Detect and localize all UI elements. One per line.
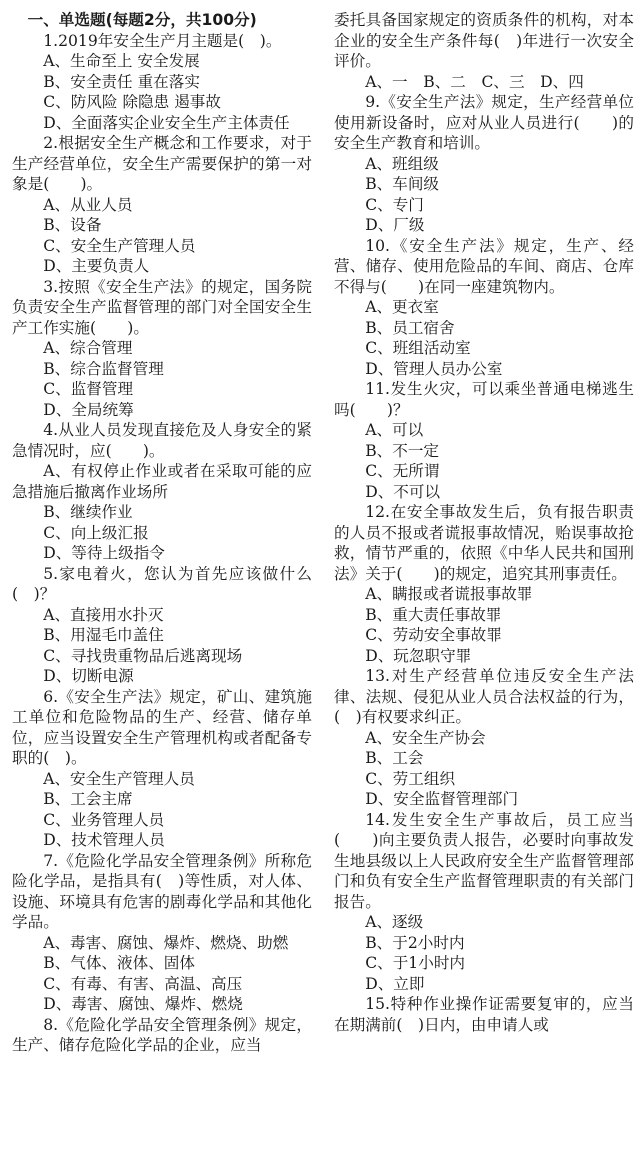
question-7: 7.《危险化学品安全管理条例》所称危险化学品，是指具有( )等性质，对人体、设施、环境具有危害的剧毒化学品和其他化学品。: [12, 851, 312, 931]
option: A、综合管理: [43, 339, 133, 357]
question-9: 9.《安全生产法》规定，生产经营单位使用新设备时，应对从业人员进行( )的安全生产教育和培训。: [334, 93, 634, 152]
option: D、主要负责人: [43, 257, 150, 275]
option: A、安全生产协会: [365, 728, 486, 747]
option: D、玩忽职守罪: [365, 646, 472, 665]
option: A、逐级: [365, 913, 424, 931]
option: C、监督管理: [43, 380, 134, 398]
option: B、不一定: [365, 441, 440, 460]
option: D、立即: [365, 974, 425, 993]
option: D、全面落实企业安全生产主体责任: [43, 113, 290, 132]
option: B、重大责任事故罪: [365, 605, 502, 624]
option: C、安全生产管理人员: [43, 236, 196, 255]
question-14: 14.发生安全生产事故后，员工应当( )向主要负责人报告，必要时向事故发生地县级以上人民政府安全生产监督管理部门和负有安全生产监督管理职责的有关部门报告。: [334, 810, 634, 911]
option: C、寻找贵重物品后逃离现场: [43, 646, 243, 665]
option: A、有权停止作业或者在采取可能的应急措施后撤离作业场所: [12, 462, 312, 501]
option: D、管理人员办公室: [365, 359, 503, 378]
option: B、工会: [365, 749, 424, 767]
option: B、安全责任 重在落实: [43, 72, 200, 91]
question-8: 8.《危险化学品安全管理条例》规定，生产、储存危险化学品的企业，应当: [12, 1015, 312, 1054]
option: B、员工宿舍: [365, 318, 455, 337]
option: C、劳工组织: [365, 769, 456, 788]
option: A、生命至上 安全发展: [43, 52, 200, 70]
question-1: 1.2019年安全生产月主题是( )。: [43, 31, 282, 50]
option: B、气体、液体、固体: [43, 954, 195, 972]
question-5: 5.家电着火，您认为首先应该做什么( )？: [12, 564, 312, 603]
option: C、有毒、有害、高温、高压: [43, 974, 243, 993]
option: A、安全生产管理人员: [43, 769, 195, 788]
option: D、安全监督管理部门: [365, 790, 519, 808]
section-title: 一、单选题(每题2分，共100分): [27, 11, 257, 29]
question-10: 10.《安全生产法》规定，生产、经营、储存、使用危险品的车间、商店、仓库不得与( )在同一座建筑物内。: [334, 236, 634, 296]
question-11: 11.发生火灾，可以乘坐普通电梯逃生吗( )？: [334, 380, 634, 419]
option: A、班组级: [365, 154, 439, 173]
question-15: 15.特种作业操作证需要复审的，应当在期满前( )日内，由申请人或: [334, 995, 634, 1034]
option: A、直接用水扑灭: [43, 605, 164, 624]
option: D、切断电源: [43, 667, 134, 685]
option: D、厂级: [365, 216, 425, 234]
option: C、专门: [365, 195, 424, 214]
option: C、业务管理人员: [43, 810, 165, 829]
question-2: 2.根据安全生产概念和工作要求，对于生产经营单位，安全生产需要保护的第一对象是( )。: [12, 134, 312, 193]
option: A、毒害、腐蚀、爆炸、燃烧、助燃: [43, 933, 289, 952]
right-column: [334, 10, 634, 1035]
option: D、技术管理人员: [43, 831, 165, 849]
question-6: 6.《安全生产法》规定，矿山、建筑施工单位和危险物品的生产、经营、储存单位，应当设置安全生产管理机构或者配备专职的( )。: [12, 687, 312, 767]
option: B、综合监督管理: [43, 359, 164, 378]
option: D、等待上级指令: [43, 544, 165, 562]
option: B、继续作业: [43, 503, 133, 521]
option: B、于2小时内: [365, 933, 465, 952]
option: A、更衣室: [365, 298, 439, 316]
option: D、不可以: [365, 482, 441, 501]
question-13: 13.对生产经营单位违反安全生产法律、法规、侵犯从业人员合法权益的行为，( )有权要求纠正。: [334, 667, 634, 726]
option: C、无所谓: [365, 462, 440, 480]
option: B、车间级: [365, 175, 440, 193]
option: B、工会主席: [43, 790, 133, 808]
option: C、向上级汇报: [43, 523, 149, 542]
option: B、用湿毛巾盖住: [43, 626, 164, 644]
option: A、从业人员: [43, 195, 133, 214]
option: C、劳动安全事故罪: [365, 626, 502, 644]
question-4: 4.从业人员发现直接危及人身安全的紧急情况时，应( )。: [12, 421, 312, 460]
option: C、防风险 除隐患 遏事故: [43, 93, 221, 111]
left-column: [12, 10, 312, 1056]
option: D、毒害、腐蚀、爆炸、燃烧: [43, 995, 243, 1013]
option: D、全局统筹: [43, 400, 134, 419]
option: A、瞒报或者谎报事故罪: [365, 585, 533, 603]
question-12: 12.在安全事故发生后，负有报告职责的人员不报或者谎报事故情况，贻误事故抢救，情节严重的，依照《中华人民共和国刑法》关于( )的规定，追究其刑事责任。: [334, 503, 634, 583]
option: B、设备: [43, 216, 102, 234]
question-8-options: A、一 B、二 C、三 D、四: [365, 72, 584, 91]
option: C、于1小时内: [365, 954, 466, 972]
question-3: 3.按照《安全生产法》的规定，国务院负责安全生产监督管理的部门对全国安全生产工作实施( )。: [12, 277, 312, 337]
question-8-continuation: 委托具备国家规定的资质条件的机构，对本企业的安全生产条件每( )年进行一次安全评价。: [334, 11, 634, 70]
option: C、班组活动室: [365, 339, 471, 357]
option: A、可以: [365, 421, 424, 439]
